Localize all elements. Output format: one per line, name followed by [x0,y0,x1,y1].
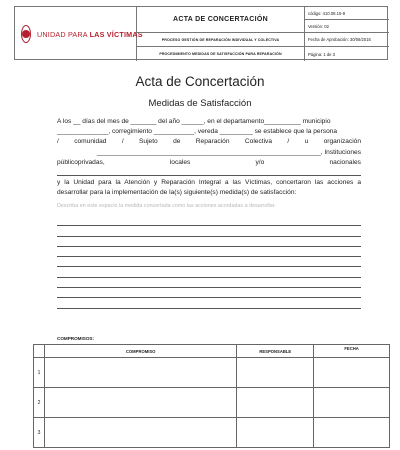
procedure-name: PROCEDIMIENTO MEDIDAS DE SATISFACCIÓN PARA REPARACIÓN [159,52,282,56]
victims-unit-logo-icon [21,25,31,43]
process-name: PROCESO GESTIÓN DE REPARACIÓN INDIVIDUAL Y COLECTIVA [161,37,280,42]
header-middle [137,7,305,61]
ruled-line[interactable] [57,278,361,288]
col-header-fecha: FECHA [314,345,390,358]
approval-date: Fecha de Aprobación: 30/06/2016 [305,33,389,47]
row-number: 2 [34,388,45,418]
doc-code: código: 410.08.15-8 [305,7,389,20]
line3-word: / [57,138,59,146]
header-meta [305,7,389,61]
table-row [34,358,390,388]
page-number: Página: 1 de 3 [308,51,336,57]
row-number: 3 [34,418,45,448]
ruled-line[interactable] [57,298,361,308]
ruled-line[interactable] [57,267,361,277]
doc-title: ACTA DE CONCERTACIÓN [173,16,268,23]
responsable-cell[interactable] [237,418,314,448]
compromiso-cell[interactable] [44,418,236,448]
page-subtitle: Medidas de Satisfacción [148,98,252,109]
agreement-line-6[interactable] [57,168,361,176]
ruled-line[interactable] [57,288,361,298]
responsable-cell[interactable] [237,388,314,418]
hint-text: Describa en este espacio la medida concertada como las acciones acordadas a desarrollar. [57,203,276,209]
line3-word: / [121,138,124,146]
responsable-cell[interactable] [237,358,314,388]
compromiso-cell[interactable] [44,358,236,388]
line3-word: comunidad [74,138,107,146]
agreement-line-4[interactable]: _____________________________________________________________, Instituciones [96,148,361,156]
compromiso-cell[interactable] [44,388,236,418]
line5-word: locales [169,158,191,166]
agreement-line-1[interactable]: A los __ días del mes de _______ del año ______, en el departamento__________ municipio [57,118,331,125]
ruled-line[interactable] [57,247,361,257]
ruled-line[interactable] [57,216,361,226]
compromisos-table [33,344,390,448]
fecha-cell[interactable] [314,358,390,388]
line3-word: Sujeto [139,138,158,146]
line5-word: públicoprivadas, [57,158,105,166]
table-header-row [34,345,390,358]
ruled-line[interactable] [57,237,361,247]
agreement-line-3[interactable] [57,137,361,147]
logo-text-prefix: UNIDAD PARA [37,29,90,39]
description-area[interactable] [57,216,361,309]
table-row [34,418,390,448]
logo-text [37,30,143,39]
agreement-line-2[interactable]: ______________, corregimiento ___________, vereda _________ se establece que la persona [57,128,338,136]
col-header-num [34,345,45,358]
doc-version: Versión: 02 [305,20,389,33]
line5-word: nacionales [329,158,361,166]
agreement-line-5[interactable] [57,158,361,168]
col-header-compromiso: COMPROMISO [44,345,236,358]
page-title: Acta de Concertación [135,74,265,89]
document-header [14,6,388,60]
compromisos-label: COMPROMISOS: [57,336,95,341]
line3-word: organización [323,138,361,146]
line3-word: Colectiva [244,138,273,146]
logo-text-bold: LAS VÍCTIMAS [89,29,143,39]
agreement-closing: y la Unidad para la Atención y Reparación Integral a las Víctimas, concertaron las acciones a desarrollar para la implementación de la(s) siguiente(s) medida(s) de satisfacción: [57,179,361,197]
fecha-cell[interactable] [314,388,390,418]
fecha-cell[interactable] [314,418,390,448]
table-row [34,388,390,418]
ruled-line[interactable] [57,257,361,267]
agreement-body [57,117,361,198]
line5-word: y/o [255,158,265,166]
row-number: 1 [34,358,45,388]
line3-word: / [287,138,290,146]
line3-word: Reparación [195,138,230,146]
ruled-line[interactable] [57,226,361,236]
line3-word: de [173,138,181,146]
line3-word: u [304,138,309,146]
logo-cell [15,7,143,61]
col-header-responsable: RESPONSABLE [237,345,314,358]
